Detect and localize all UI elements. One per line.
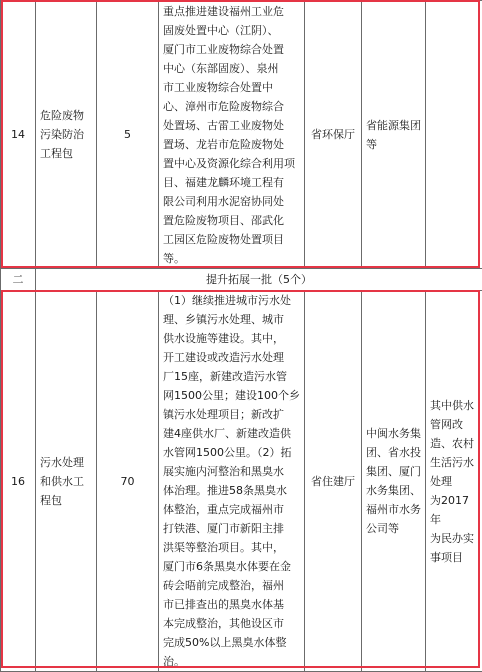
project-content: （1）继续推进城市污水处 理、乡镇污水处理、城市 供水设施等建设。其中， 开工建设或改造污水处理 厂15座，新建改造污水管 网1500公里；建设100个乡 镇污水处理项目；新改扩 建4座供水厂、新建改造供 水管网1500公里。（2）拓 展实施内河整治和黑臭水 体治理。推进58条黑臭水 体整治，重点完成福州市 打铁港、厦门市新阳主排 洪渠等整治项目。其中， 厦门市6条黑臭水体要在金 砖会晤前完成整治，福州 市已排查出的黑臭水体基 本完成整治，其他设区市 完成50%以上黑臭水体整 治。	[159, 291, 305, 672]
lead-department: 省住建厅	[305, 291, 362, 672]
project-count: 70	[97, 291, 159, 672]
project-count: 5	[97, 1, 159, 269]
responsible-units: 中闽水务集 团、省水投 集团、厦门 水务集团、 福州市水务 公司等	[362, 291, 426, 672]
project-name: 污水处理 和供水工 程包	[36, 291, 97, 672]
table-row	[1, 1, 482, 269]
section-title: 提升拓展一批（5个）	[36, 269, 482, 291]
responsible-units: 省能源集团 等	[362, 1, 426, 269]
section-row	[1, 269, 482, 291]
table-row	[1, 291, 482, 672]
section-number: 二	[1, 269, 36, 291]
remarks	[426, 1, 482, 269]
lead-department: 省环保厅	[305, 1, 362, 269]
remarks: 其中供水 管网改 造、农村 生活污水 处理 为2017年 为民办实 事项目	[426, 291, 482, 672]
row-number: 16	[1, 291, 36, 672]
row-number: 14	[1, 1, 36, 269]
project-name: 危险废物 污染防治 工程包	[36, 1, 97, 269]
project-content: 重点推进建设福州工业危 固废处置中心（江阴）、 厦门市工业废物综合处置 中心（东部固废）、泉州 市工业废物综合处置中 心、漳州市危险废物综合 处置场、古雷工业废物处 置场、龙岩市危险废物处 置中心及资源化综合利用项 目、福建龙麟环境工程有 限公司利用水泥窑协同处 置危险废物项目、邵武化 工园区危险废物处置项目 等。	[159, 1, 305, 269]
